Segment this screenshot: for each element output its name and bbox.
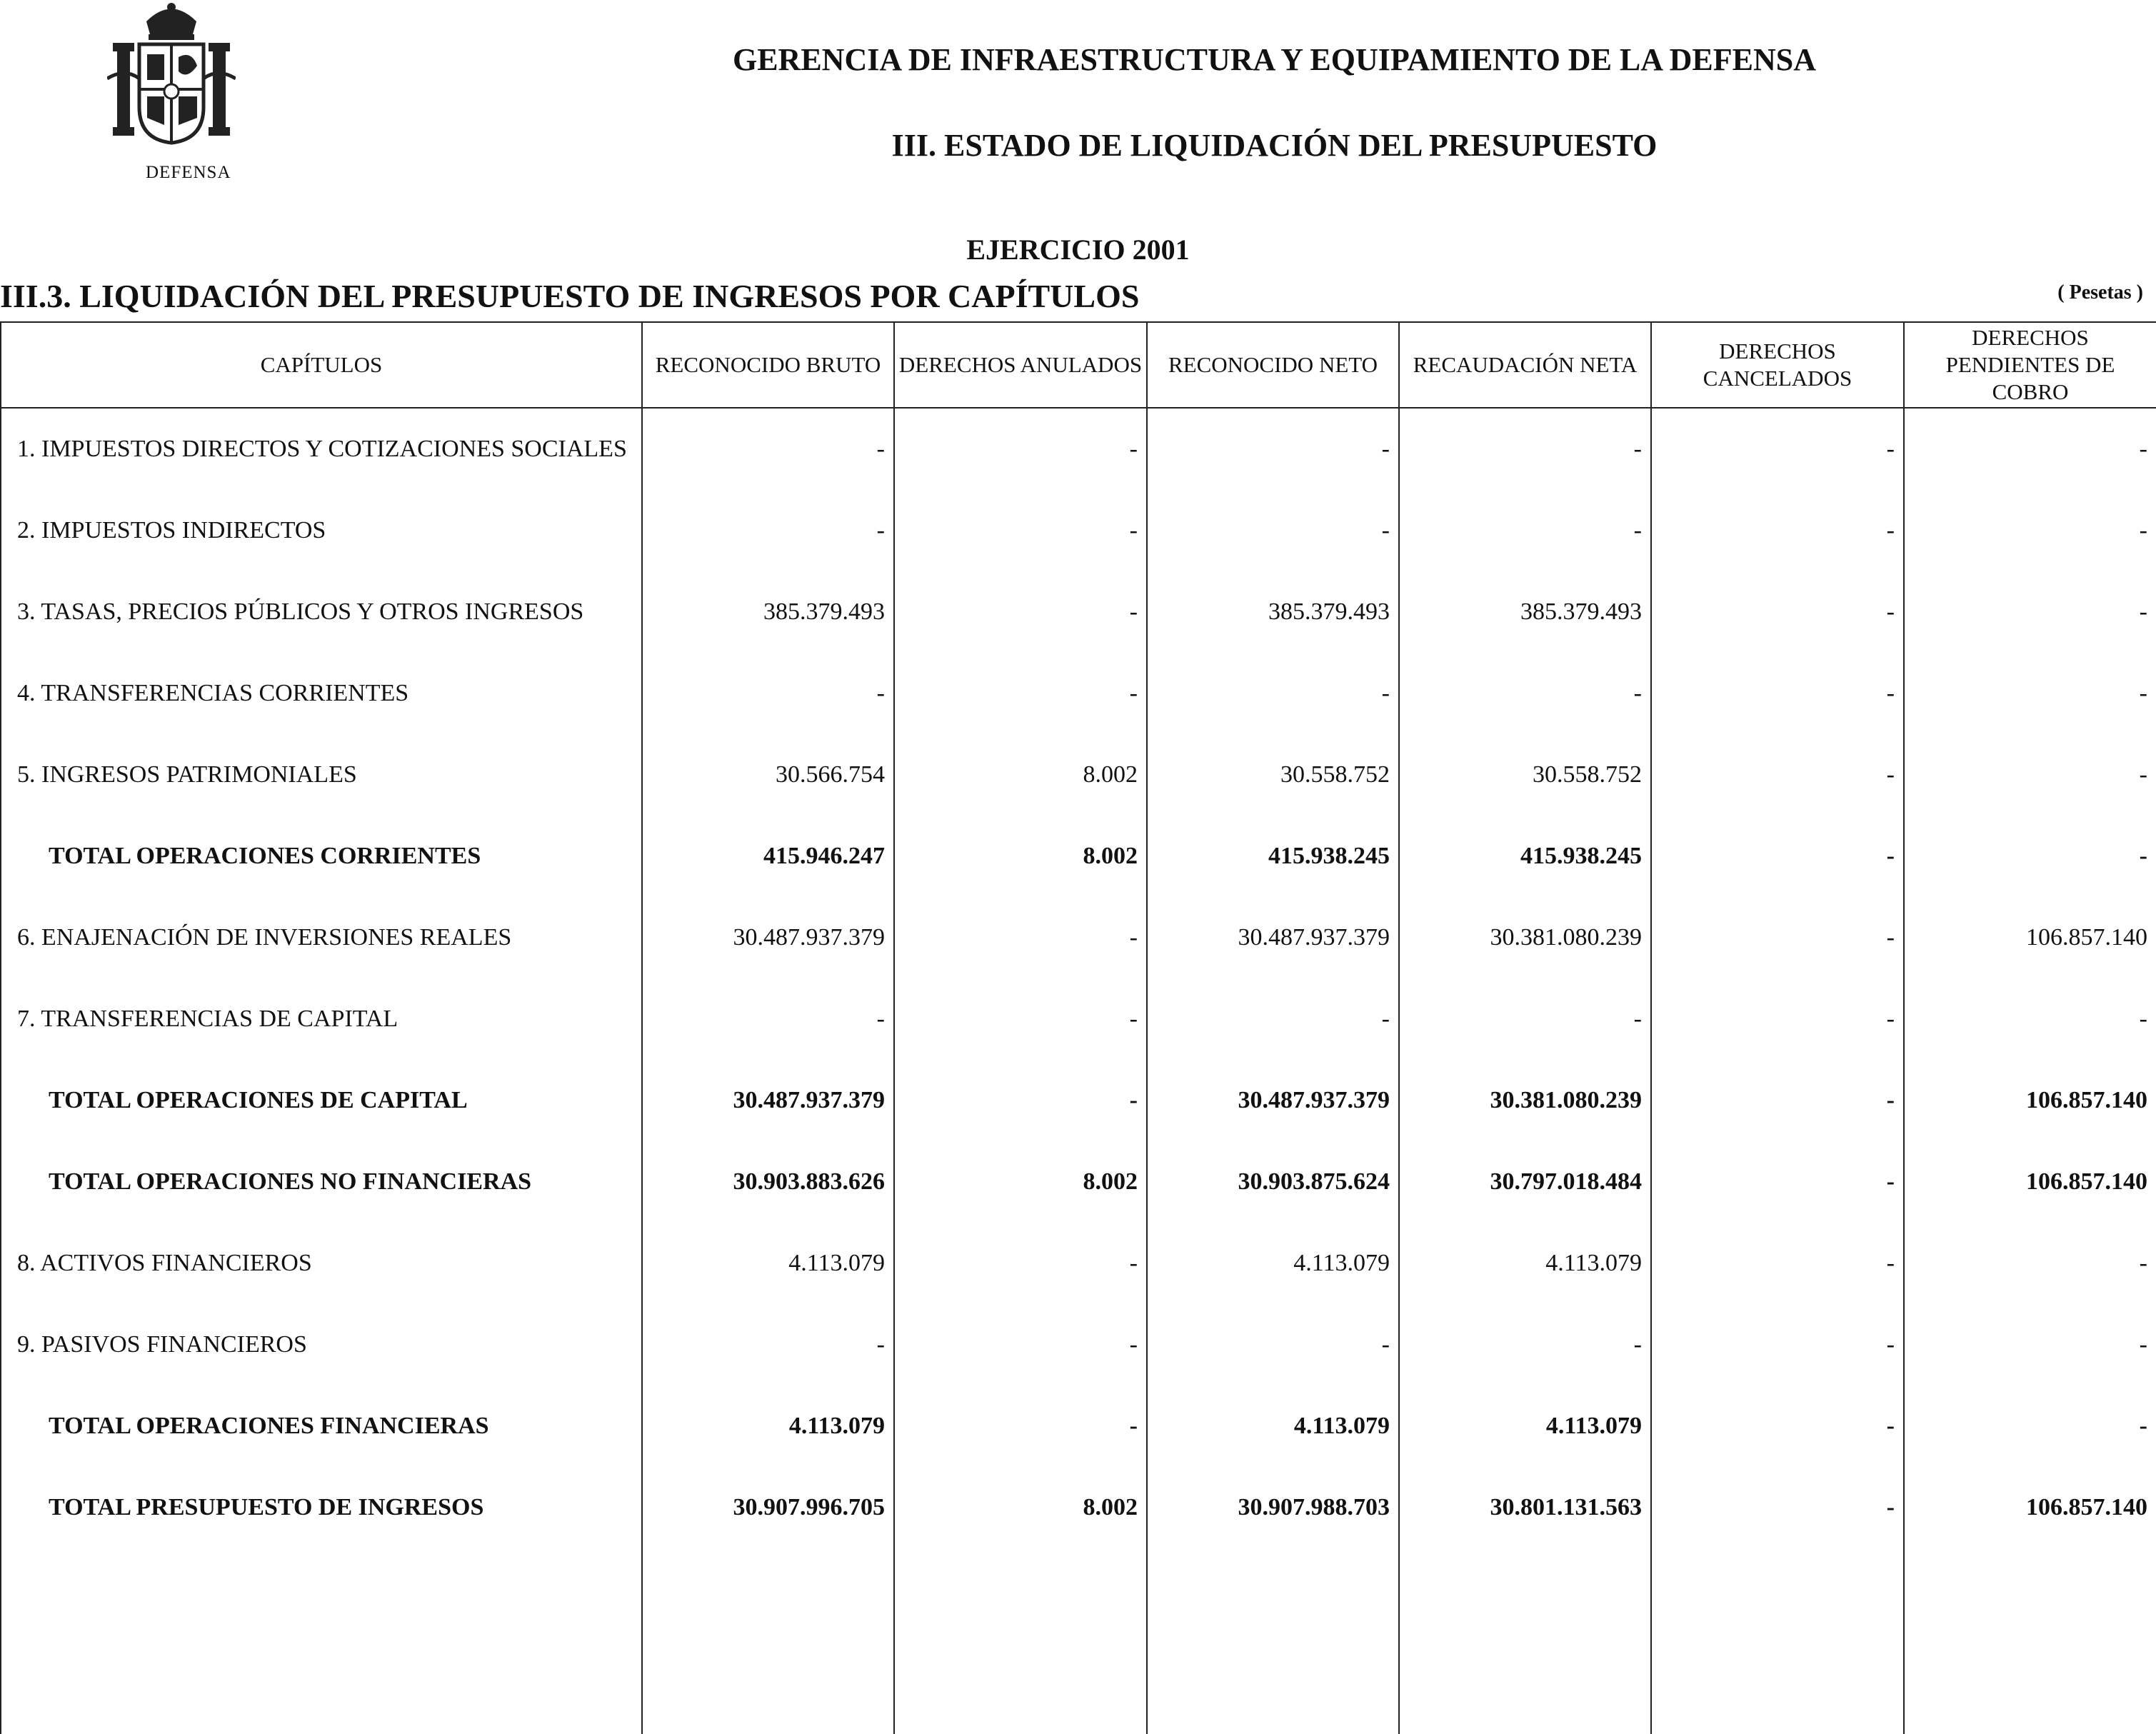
table-row	[1, 897, 2156, 978]
cell-value: -	[1904, 653, 2156, 734]
cell-value: -	[1147, 978, 1399, 1060]
budget-table	[0, 321, 2156, 1734]
cell-value: -	[642, 653, 894, 734]
cell-value: 8.002	[894, 816, 1147, 897]
cell-value: 30.907.988.703	[1147, 1467, 1399, 1548]
cell-value: -	[1147, 1304, 1399, 1385]
cell-value: -	[1651, 734, 1904, 816]
cell-value: -	[1651, 1385, 1904, 1467]
empty-cell	[1147, 1548, 1399, 1734]
table-row	[1, 571, 2156, 653]
currency-unit: ( Pesetas )	[2057, 281, 2143, 304]
cell-value: -	[1399, 490, 1651, 571]
row-label: 3. TASAS, PRECIOS PÚBLICOS Y OTROS INGRESOS	[1, 571, 642, 653]
cell-value: 30.487.937.379	[1147, 1060, 1399, 1141]
cell-value: 30.907.996.705	[642, 1467, 894, 1548]
cell-value: -	[1904, 408, 2156, 490]
cell-value: -	[1399, 978, 1651, 1060]
cell-value: -	[1147, 490, 1399, 571]
cell-value: 8.002	[894, 1467, 1147, 1548]
column-header-chapters: CAPÍTULOS	[1, 322, 642, 408]
cell-value: 30.487.937.379	[1147, 897, 1399, 978]
section-title: III.3. LIQUIDACIÓN DEL PRESUPUESTO DE INGRESOS POR CAPÍTULOS	[0, 278, 1140, 314]
cell-value: -	[1904, 1385, 2156, 1467]
cell-value: -	[1399, 653, 1651, 734]
row-label: TOTAL OPERACIONES DE CAPITAL	[1, 1060, 642, 1141]
cell-value: 385.379.493	[642, 571, 894, 653]
table-row	[1, 816, 2156, 897]
cell-value: -	[894, 1385, 1147, 1467]
table-row	[1, 653, 2156, 734]
cell-value: -	[1904, 1223, 2156, 1304]
cell-value: 4.113.079	[1399, 1223, 1651, 1304]
cell-value: -	[642, 408, 894, 490]
row-label: TOTAL PRESUPUESTO DE INGRESOS	[1, 1467, 642, 1548]
cell-value: -	[1651, 1060, 1904, 1141]
exercise-year: EJERCICIO 2001	[966, 234, 1190, 266]
cell-value: 106.857.140	[1904, 1467, 2156, 1548]
column-header-annulled-rights: DERECHOS ANULADOS	[894, 322, 1147, 408]
row-label: 7. TRANSFERENCIAS DE CAPITAL	[1, 978, 642, 1060]
cell-value: -	[1651, 490, 1904, 571]
empty-cell	[642, 1548, 894, 1734]
cell-value: -	[894, 490, 1147, 571]
table-row	[1, 408, 2156, 490]
cell-value: -	[1651, 816, 1904, 897]
cell-value: 106.857.140	[1904, 1060, 2156, 1141]
cell-value: -	[642, 978, 894, 1060]
row-label: 2. IMPUESTOS INDIRECTOS	[1, 490, 642, 571]
cell-value: 106.857.140	[1904, 1141, 2156, 1223]
budget-table-container	[0, 321, 2156, 1660]
cell-value: 30.381.080.239	[1399, 1060, 1651, 1141]
row-label: 6. ENAJENACIÓN DE INVERSIONES REALES	[1, 897, 642, 978]
cell-value: -	[894, 408, 1147, 490]
cell-value: -	[1651, 1141, 1904, 1223]
cell-value: -	[642, 490, 894, 571]
empty-cell	[894, 1548, 1147, 1734]
cell-value: -	[1651, 1304, 1904, 1385]
cell-value: 30.903.883.626	[642, 1141, 894, 1223]
cell-value: 30.487.937.379	[642, 1060, 894, 1141]
cell-value: -	[1904, 978, 2156, 1060]
cell-value: 4.113.079	[642, 1385, 894, 1467]
table-body	[1, 408, 2156, 1734]
table-header-row	[1, 322, 2156, 408]
table-row	[1, 1467, 2156, 1548]
cell-value: 8.002	[894, 734, 1147, 816]
cell-value: 30.558.752	[1399, 734, 1651, 816]
cell-value: -	[894, 653, 1147, 734]
row-label: 1. IMPUESTOS DIRECTOS Y COTIZACIONES SOCIALES	[1, 408, 642, 490]
cell-value: -	[1651, 897, 1904, 978]
cell-value: 106.857.140	[1904, 897, 2156, 978]
cell-value: 4.113.079	[1399, 1385, 1651, 1467]
table-row	[1, 1060, 2156, 1141]
cell-value: 4.113.079	[642, 1223, 894, 1304]
table-row	[1, 1141, 2156, 1223]
row-label: TOTAL OPERACIONES CORRIENTES	[1, 816, 642, 897]
row-label: 8. ACTIVOS FINANCIEROS	[1, 1223, 642, 1304]
cell-value: -	[1904, 1304, 2156, 1385]
cell-value: -	[1651, 571, 1904, 653]
cell-value: 30.487.937.379	[642, 897, 894, 978]
table-row	[1, 490, 2156, 571]
row-label: TOTAL OPERACIONES NO FINANCIERAS	[1, 1141, 642, 1223]
cell-value: -	[1651, 408, 1904, 490]
organization-title: GERENCIA DE INFRAESTRUCTURA Y EQUIPAMIENTO DE LA DEFENSA	[732, 42, 1816, 77]
cell-value: 4.113.079	[1147, 1223, 1399, 1304]
table-row	[1, 734, 2156, 816]
empty-cell	[1399, 1548, 1651, 1734]
table-row	[1, 1304, 2156, 1385]
cell-value: 415.938.245	[1147, 816, 1399, 897]
cell-value: -	[1904, 816, 2156, 897]
empty-cell	[1904, 1548, 2156, 1734]
cell-value: -	[894, 571, 1147, 653]
cell-value: -	[1651, 1467, 1904, 1548]
row-label: 5. INGRESOS PATRIMONIALES	[1, 734, 642, 816]
cell-value: -	[1651, 978, 1904, 1060]
cell-value: 415.946.247	[642, 816, 894, 897]
cell-value: -	[1147, 653, 1399, 734]
cell-value: -	[894, 1223, 1147, 1304]
cell-value: 30.903.875.624	[1147, 1141, 1399, 1223]
cell-value: 385.379.493	[1147, 571, 1399, 653]
table-row	[1, 1223, 2156, 1304]
table-filler-row	[1, 1548, 2156, 1734]
row-label: 9. PASIVOS FINANCIEROS	[1, 1304, 642, 1385]
cell-value: -	[1147, 408, 1399, 490]
cell-value: -	[1399, 1304, 1651, 1385]
crest-label: DEFENSA	[146, 163, 231, 182]
cell-value: -	[1904, 490, 2156, 571]
cell-value: 415.938.245	[1399, 816, 1651, 897]
cell-value: 30.801.131.563	[1399, 1467, 1651, 1548]
column-header-net-recognized: RECONOCIDO NETO	[1147, 322, 1399, 408]
column-header-pending-collection: DERECHOS PENDIENTES DE COBRO	[1904, 322, 2156, 408]
cell-value: -	[894, 897, 1147, 978]
cell-value: -	[894, 1304, 1147, 1385]
cell-value: 4.113.079	[1147, 1385, 1399, 1467]
cell-value: 8.002	[894, 1141, 1147, 1223]
column-header-net-collection: RECAUDACIÓN NETA	[1399, 322, 1651, 408]
cell-value: 385.379.493	[1399, 571, 1651, 653]
cell-value: 30.558.752	[1147, 734, 1399, 816]
cell-value: 30.797.018.484	[1399, 1141, 1651, 1223]
cell-value: 30.566.754	[642, 734, 894, 816]
row-label: TOTAL OPERACIONES FINANCIERAS	[1, 1385, 642, 1467]
report-title: III. ESTADO DE LIQUIDACIÓN DEL PRESUPUESTO	[891, 128, 1658, 163]
column-header-gross-recognized: RECONOCIDO BRUTO	[642, 322, 894, 408]
cell-value: -	[894, 978, 1147, 1060]
empty-cell	[1651, 1548, 1904, 1734]
cell-value: -	[1399, 408, 1651, 490]
table-row	[1, 1385, 2156, 1467]
cell-value: -	[1651, 653, 1904, 734]
cell-value: -	[642, 1304, 894, 1385]
cell-value: 30.381.080.239	[1399, 897, 1651, 978]
column-header-cancelled-rights: DERECHOS CANCELADOS	[1651, 322, 1904, 408]
row-label: 4. TRANSFERENCIAS CORRIENTES	[1, 653, 642, 734]
cell-value: -	[894, 1060, 1147, 1141]
cell-value: -	[1904, 734, 2156, 816]
empty-cell	[1, 1548, 642, 1734]
cell-value: -	[1651, 1223, 1904, 1304]
cell-value: -	[1904, 571, 2156, 653]
table-row	[1, 978, 2156, 1060]
